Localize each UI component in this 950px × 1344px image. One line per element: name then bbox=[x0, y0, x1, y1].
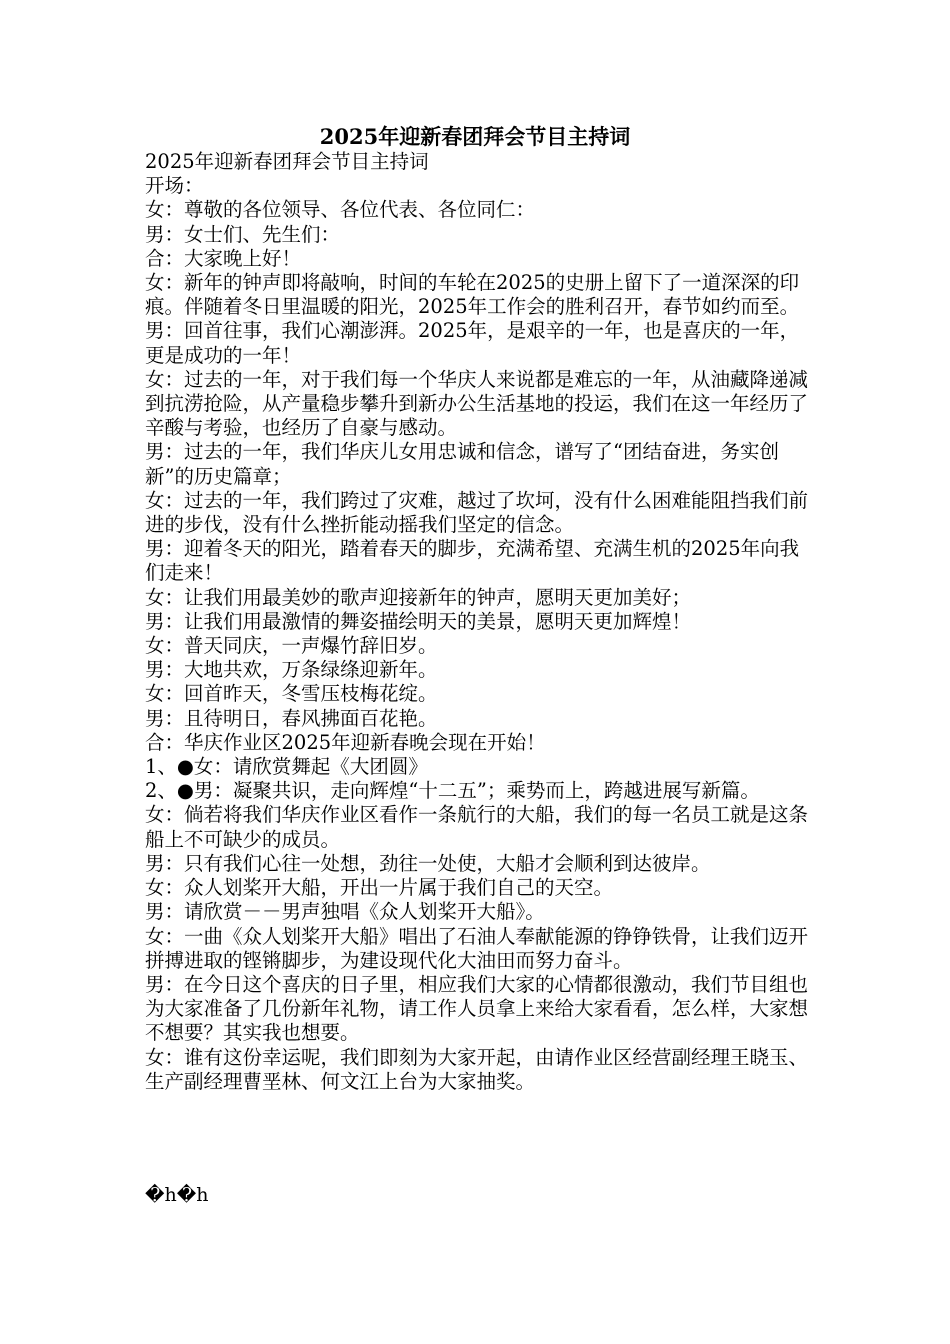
paragraph: 男：且待明日，春风拂面百花艳。 bbox=[145, 706, 438, 730]
paragraph: 女：过去的一年，对于我们每一个华庆人来说都是难忘的一年，从油藏降递减到抗涝抢险，从产量稳步攀升到新办公生活基地的投运，我们在这一年经历了辛酸与考验，也经历了自豪与感动。 bbox=[145, 367, 809, 440]
paragraph: 女：普天同庆，一声爆竹辞旧岁。 bbox=[145, 634, 438, 658]
paragraph: 2025年迎新春团拜会节目主持词 bbox=[145, 150, 429, 173]
program-item: 2、●男：凝聚共识，走向辉煌“十二五”；乘势而上，跨越进展写新篇。 bbox=[145, 779, 760, 803]
paragraph: 女：尊敬的各位领导、各位代表、各位同仁： bbox=[145, 198, 536, 222]
paragraph: 男：回首往事，我们心潮澎湃。2025年，是艰辛的一年，也是喜庆的一年，更是成功的一年！ bbox=[145, 319, 800, 367]
paragraph: 女：一曲《众人划桨开大船》唱出了石油人奉献能源的铮铮铁骨，让我们迈开拼搏进取的铿锵脚步，为建设现代化大油田而努力奋斗。 bbox=[145, 924, 809, 972]
paragraph: 开场： bbox=[145, 174, 204, 198]
paragraph: 男：大地共欢，万条绿绦迎新年。 bbox=[145, 658, 438, 682]
paragraph: 合：华庆作业区2025年迎新春晚会现在开始！ bbox=[145, 730, 546, 754]
paragraph: 合：大家晚上好！ bbox=[145, 246, 302, 270]
paragraph: 女：倘若将我们华庆作业区看作一条航行的大船，我们的每一名员工就是这条船上不可缺少的成员。 bbox=[145, 803, 809, 851]
paragraph: 女：谁有这份幸运呢，我们即刻为大家开起，由请作业区经营副经理王晓玉、生产副经理曹垩林、何文江上台为大家抽奖。 bbox=[145, 1045, 809, 1093]
document-title: 2025年迎新春团拜会节目主持词 bbox=[319, 124, 631, 149]
garbled-footer-text: �h�h bbox=[145, 1184, 209, 1206]
paragraph: 女：众人划桨开大船，开出一片属于我们自己的天空。 bbox=[145, 876, 614, 900]
program-item: 1、●女：请欣赏舞起《大团圆》 bbox=[145, 755, 428, 779]
paragraph: 男：只有我们心往一处想，劲往一处使，大船才会顺利到达彼岸。 bbox=[145, 851, 711, 875]
paragraph: 女：让我们用最美妙的歌声迎接新年的钟声，愿明天更加美好； bbox=[145, 585, 692, 609]
paragraph: 男：请欣赏－－男声独唱《众人划桨开大船》。 bbox=[145, 900, 545, 924]
paragraph: 男：女士们、先生们： bbox=[145, 222, 341, 246]
paragraph: 女：新年的钟声即将敲响，时间的车轮在2025的史册上留下了一道深深的印痕。伴随着冬日里温暖的阳光，2025年工作会的胜利召开，春节如约而至。 bbox=[145, 271, 800, 319]
paragraph: 男：过去的一年，我们华庆儿女用忠诚和信念，谱写了“团结奋进，务实创新”的历史篇章； bbox=[145, 440, 779, 488]
paragraph: 男：在今日这个喜庆的日子里，相应我们大家的心情都很激动，我们节目组也为大家准备了几份新年礼物，请工作人员拿上来给大家看看，怎么样，大家想不想要？其实我也想要。 bbox=[145, 972, 809, 1045]
document-body bbox=[145, 150, 810, 1094]
paragraph: 女：过去的一年，我们跨过了灾难，越过了坎坷，没有什么困难能阻挡我们前进的步伐，没有什么挫折能动摇我们坚定的信念。 bbox=[145, 488, 809, 537]
paragraph: 女：回首昨天，冬雪压枝梅花绽。 bbox=[145, 682, 438, 706]
paragraph: 男：让我们用最激情的舞姿描绘明天的美景，愿明天更加辉煌！ bbox=[145, 609, 692, 633]
paragraph: 男：迎着冬天的阳光，踏着春天的脚步，充满希望、充满生机的2025年向我们走来！ bbox=[145, 537, 800, 585]
